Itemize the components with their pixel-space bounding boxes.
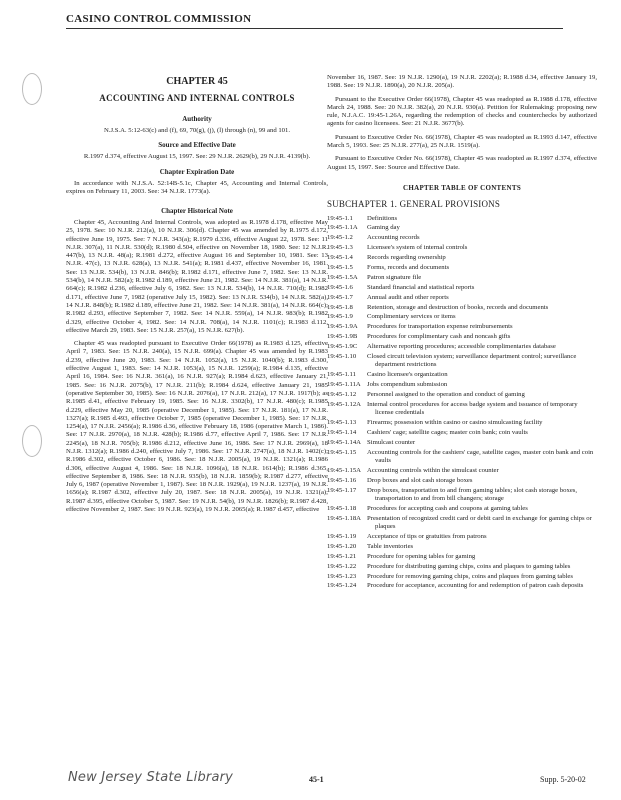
toc-section-title: Accounting controls within the simulcast counter xyxy=(367,466,499,474)
toc-section-title: Procedure for distributing gaming chips, coins and plaques to gaming tables xyxy=(367,562,571,570)
toc-entry xyxy=(327,391,597,399)
toc-section-title: Licensee's system of internal controls xyxy=(367,244,468,252)
toc-section-number: 19:45-1.5 xyxy=(327,264,353,272)
toc-entry xyxy=(327,215,597,223)
toc-section-number: 19:45-1.14 xyxy=(327,428,357,436)
toc-section-number: 19:45-1.18 xyxy=(327,504,357,512)
binder-hole-bottom xyxy=(22,425,42,457)
toc-section-number: 19:45-1.9B xyxy=(327,333,358,341)
toc-entry xyxy=(327,224,597,232)
toc-entry xyxy=(327,505,597,513)
toc-section-title: Forms, records and documents xyxy=(367,264,450,272)
expiration-heading: Chapter Expiration Date xyxy=(159,167,235,176)
history-paragraph-2: Chapter 45 was readopted pursuant to Executive Order 66(1978) as R.1983 d.125, effective April 7, 1983. See: 15 N.J.R. 240(a), 15 N.J.R. 699(a). Chapter 45 was amended by R.1983 d.239, effective June 20, 1983. See: 14 N.J.R. 1052(a), 15 N.J.R. 1040(b); R.1983 d.300, effective August 1, 1983. See: 14 N.J.R. 1053(a), 15 N.J.R. 1259(a); R.1984 d.135, effective April 16, 1984. See: 16 N.J.R. 361(a), 16 N.J.R. 927(a); R.1984 d.623, effective January 21, 1985. See: 16 N.J.R. 2075(b), 17 N.J.R. 211(b); R.1984 d.624, effective January 21, 1985 (operative September 30, 1985). See: 16 N.J.R. 2076(a), 17 N.J.R. 212(a), 17 N.J.R. 1917(b); as R.1985 d.41, effective February 19, 1985. See: 16 N.J.R. 3302(b), 17 N.J.R. 480(c); R.1985 d.229, effective May 20, 1985 (operative December 1, 1985). See: 17 N.J.R. 181(a), 17 N.J.R. 1327(a); R.1985 d.493, effective October 7, 1985 (operative December 1, 1985). See: 17 N.J.R. 1254(a), 17 N.J.R. 2456(a); R.1986 d.36, effective February 18, 1986 (operative March 1, 1986). See: 17 N.J.R. 2970(a), 18 N.J.R. 428(b); R.1986 d.77, effective April 7, 1986. See: 17 N.J.R. 2245(a), 18 N.J.R. 705(b); R.1986 d.212, effective June 16, 1986. See: 17 N.J.R. 2969(a), 18 N.J.R. 1312(a); R.1986 d.240, effective July 7, 1986. See: 17 N.J.R. 2747(a), 18 N.J.R. 1402(c); R.1986 d.302, effective October 6, 1986. See: 18 N.J.R. 2005(a), 19 N.J.R. 1321(a); R.1986 d.306, effective August 4, 1986. See: 18 N.J.R. 1096(a), 18 N.J.R. 1614(b); R.1986 d.365, effective September 8, 1986. See: 18 N.J.R. 935(b), 18 N.J.R. 1859(b); R.1987 d.277, effective July 6, 1987 (operative November 1, 1987). See: 18 N.J.R. 1929(a), 19 N.J.R. 1237(a), 19 N.J.R. 1656(a); R.1987 d.302, effective July 20, 1987. See: 18 N.J.R. 2005(a), 19 N.J.R. 1321(a); R.1987 d.395, effective October 5, 1987. See: 19 N.J.R. 54(b), 19 N.J.R. 1826(b); R.1987 d.428, effective November 2, 1987. See: 19 N.J.R. 923(a), 19 N.J.R. 2065(a); R.1987 d.457, effective xyxy=(66,340,328,514)
toc-list xyxy=(327,215,597,591)
toc-section-title: Accounting controls for the cashiers' cage, satellite cages, master coin bank and coin vaults xyxy=(367,448,594,465)
header-rule xyxy=(66,28,563,29)
toc-section-title: Procedures for complimentary cash and noncash gifts xyxy=(367,333,511,341)
toc-section-number: 19:45-1.8 xyxy=(327,303,353,311)
toc-entry xyxy=(327,573,597,581)
toc-section-number: 19:45-1.14A xyxy=(327,438,361,446)
toc-entry xyxy=(327,343,597,351)
library-stamp: New Jersey State Library xyxy=(68,770,234,785)
toc-section-number: 19:45-1.5A xyxy=(327,273,358,281)
toc-section-title: Standard financial and statistical reports xyxy=(367,283,475,291)
toc-section-number: 19:45-1.7 xyxy=(327,293,353,301)
toc-section-number: 19:45-1.12A xyxy=(327,400,361,408)
toc-section-number: 19:45-1.15A xyxy=(327,466,361,474)
page-number: 45-1 xyxy=(309,775,324,784)
toc-entry xyxy=(327,371,597,379)
toc-section-number: 19:45-1.16 xyxy=(327,476,357,484)
toc-section-title: Cashiers' cage; satellite cages; master coin bank; coin vaults xyxy=(367,428,528,436)
toc-section-number: 19:45-1.23 xyxy=(327,572,357,580)
toc-entry xyxy=(327,313,597,321)
toc-heading: CHAPTER TABLE OF CONTENTS xyxy=(402,183,522,192)
toc-section-number: 19:45-1.24 xyxy=(327,582,357,590)
toc-entry xyxy=(327,429,597,437)
toc-section-number: 19:45-1.20 xyxy=(327,542,357,550)
toc-section-title: Firearms; possession within casino or casino simulcasting facility xyxy=(367,419,543,427)
toc-section-title: Gaming day xyxy=(367,224,400,232)
toc-section-title: Procedures for transportation expense reimbursements xyxy=(367,323,513,331)
toc-section-title: Annual audit and other reports xyxy=(367,293,449,301)
toc-entry xyxy=(327,419,597,427)
toc-section-title: Drop boxes, transportation to and from gaming tables; slot cash storage boxes, transportation to and from bill changers; storage xyxy=(367,486,578,503)
toc-section-title: Alternative reporting procedures; accessible complimentaries database xyxy=(367,343,556,351)
toc-section-number: 19:45-1.10 xyxy=(327,353,357,361)
toc-entry xyxy=(327,533,597,541)
readoption-note-2: Pursuant to Executive Order No. 66(1978), Chapter 45 was readopted as R.1993 d.147, effective March 5, 1993. See: 25 N.J.R. 277(a), 25 N.J.R. 1519(a). xyxy=(327,133,597,150)
toc-entry xyxy=(327,323,597,331)
toc-section-title: Internal control procedures for access badge system and issuance of temporary license credentials xyxy=(367,400,578,417)
toc-section-number: 19:45-1.17 xyxy=(327,486,357,494)
supplement-date: Supp. 5-20-02 xyxy=(540,775,586,784)
toc-entry xyxy=(327,353,597,370)
toc-section-number: 19:45-1.1 xyxy=(327,214,353,222)
binder-hole-top xyxy=(22,73,42,105)
toc-section-title: Presentation of recognized credit card or debit card in exchange for gaming chips or plaques xyxy=(367,514,592,531)
toc-section-number: 19:45-1.22 xyxy=(327,562,357,570)
toc-entry xyxy=(327,515,597,532)
toc-entry xyxy=(327,439,597,447)
toc-section-number: 19:45-1.12 xyxy=(327,391,357,398)
toc-section-title: Procedure for removing gaming chips, coins and plaques from gaming tables xyxy=(367,572,573,580)
chapter-number: CHAPTER 45 xyxy=(166,76,228,87)
toc-entry xyxy=(327,294,597,302)
toc-section-title: Retention, storage and destruction of books, records and documents xyxy=(367,303,549,311)
toc-entry xyxy=(327,467,597,475)
toc-section-number: 19:45-1.11A xyxy=(327,381,361,389)
toc-section-title: Casino licensee's organization xyxy=(367,371,448,379)
toc-section-number: 19:45-1.4 xyxy=(327,254,353,262)
history-heading: Chapter Historical Note xyxy=(161,206,233,215)
toc-section-title: Jobs compendium submission xyxy=(367,381,448,389)
right-column xyxy=(327,74,597,592)
toc-section-number: 19:45-1.19 xyxy=(327,532,357,540)
expiration-text: In accordance with N.J.S.A. 52:14B-5.1c, Chapter 45, Accounting and Internal Controls, expires on February 11, 2003. See: 34 N.J.R. 1773(a). xyxy=(66,180,328,196)
toc-entry xyxy=(327,543,597,551)
toc-section-title: Acceptance of tips or gratuities from patrons xyxy=(367,532,487,540)
toc-section-title: Accounting records xyxy=(367,234,420,242)
toc-section-title: Patron signature file xyxy=(367,273,422,281)
toc-section-title: Records regarding ownership xyxy=(367,254,446,262)
readoption-note-1: Pursuant to the Executive Order 66(1978), Chapter 45 was readopted as R.1988 d.178, effective March 24, 1988. See: 20 N.J.R. 382(a), 20 N.J.R. 930(a). Petition for Rulemaking: proposing new rule, N.J.A.C. 19:45-1.26A, regarding the redemption of checks and counterchecks by authorized agents for casino licensees. See: 21 N.J.R. 3677(b). xyxy=(327,95,597,128)
toc-section-title: Personnel assigned to the operation and conduct of gaming xyxy=(367,391,525,398)
authority-text: N.J.S.A. 5:12-63(c) and (f), 69, 70(g), (j), (l) through (n), 99 and 101. xyxy=(103,126,291,134)
toc-section-number: 19:45-1.11 xyxy=(327,371,356,379)
toc-section-title: Procedure for acceptance, accounting for and redemption of patron cash deposits xyxy=(367,582,584,590)
toc-entry xyxy=(327,563,597,571)
toc-section-number: 19:45-1.9 xyxy=(327,313,353,321)
running-head: CASINO CONTROL COMMISSION xyxy=(66,13,252,25)
toc-section-number: 19:45-1.9A xyxy=(327,323,358,331)
toc-section-title: Procedure for opening tables for gaming xyxy=(367,552,476,560)
toc-section-title: Procedures for accepting cash and coupons at gaming tables xyxy=(367,504,528,512)
readoption-note-3: Pursuant to Executive Order No. 66(1978), Chapter 45 was readopted as R.1997 d.374, effective August 15, 1997. See: Source and Effective Date. xyxy=(327,155,597,171)
left-column xyxy=(66,78,328,519)
history-paragraph-1: Chapter 45, Accounting And Internal Controls, was adopted as R.1978 d.178, effective May 25, 1978. See: 10 N.J.R. 212(a), 10 N.J.R. 306(d). Chapter 45 was amended by R.1975 d.172, effective June 19, 1975. See: 7 N.J.R. 343(a); R.1979 d.336, effective August 22, 1978. See: 11 N.J.R. 307(a), 11 N.J.R. 530(d); R.1980 d.504, effective on November 18, 1980. See: 12 N.J.R. 447(b), 13 N.J.R. 48(a); R.1981 d.272, effective August 16 and September 10, 1981. See: 13 N.J.R. 47(c), 13 N.J.R. 628(a), 13 N.J.R. 541(a); R.1981 d.437, effective November 16, 1981. See: 13 N.J.R. 534(b), 13 N.J.R. 846(b); R.1982 d.171, effective June 7, 1982. See: 13 N.J.R. 534(b), 14 N.J.R. 582(a); R.1982 d.189, effective June 21, 1982. See: 14 N.J.R. 381(a), 14 N.J.R. 664(c); R.1982 d.236, effective July 6, 1982. See: 13 N.J.R. 534(b), 14 N.J.R. 710(d); R.1982 d.171, effective June 7, 1982 (operative July 15, 1982). See: 13 N.J.R. 534(b), 14 N.J.R. 582(a), 14 N.J.R. 848(b); R.1982 d.189, effective June 21, 1982. See: 14 N.J.R. 381(a), 14 N.J.R. 664(c); R.1982 d.293, effective September 7, 1982. See: 14 N.J.R. 559(a), 14 N.J.R. 983(b); R.1982 d.329, effective October 4, 1982. See: 14 N.J.R. 708(a), 14 N.J.R. 1101(c); R.1983 d.112, effective March 29, 1983. See: 15 N.J.R. 257(a), 15 N.J.R. 627(b). xyxy=(66,218,328,334)
toc-entry xyxy=(327,304,597,312)
toc-section-number: 19:45-1.2 xyxy=(327,234,353,242)
toc-section-number: 19:45-1.13 xyxy=(327,419,357,427)
toc-entry xyxy=(327,401,597,418)
toc-section-title: Table inventories xyxy=(367,542,414,550)
toc-entry xyxy=(327,487,597,504)
history-continued: November 16, 1987. See: 19 N.J.R. 1290(a), 19 N.J.R. 2202(a); R.1988 d.34, effective January 19, 1988. See: 19 N.J.R. 1890(a), 20 N.J.R. 205(a). xyxy=(327,74,597,90)
subchapter-heading: SUBCHAPTER 1. GENERAL PROVISIONS xyxy=(327,199,501,210)
toc-section-number: 19:45-1.3 xyxy=(327,244,353,252)
toc-section-number: 19:45-1.21 xyxy=(327,552,357,560)
toc-entry xyxy=(327,284,597,292)
toc-section-title: Simulcast counter xyxy=(367,438,416,446)
toc-section-title: Definitions xyxy=(367,214,398,222)
toc-section-number: 19:45-1.6 xyxy=(327,283,353,291)
chapter-title: ACCOUNTING AND INTERNAL CONTROLS xyxy=(99,93,295,104)
source-heading: Source and Effective Date xyxy=(158,141,236,150)
toc-entry xyxy=(327,254,597,262)
toc-section-number: 19:45-1.18A xyxy=(327,514,361,522)
toc-entry xyxy=(327,381,597,389)
toc-entry xyxy=(327,477,597,485)
toc-section-title: Drop boxes and slot cash storage boxes xyxy=(367,476,473,484)
toc-entry xyxy=(327,553,597,561)
toc-section-title: Closed circuit television system; surveillance department control; surveillance department restrictions xyxy=(367,353,577,369)
toc-section-number: 19:45-1.1A xyxy=(327,224,358,232)
authority-heading: Authority xyxy=(182,114,212,123)
toc-section-number: 19:45-1.15 xyxy=(327,448,357,456)
toc-section-title: Complimentary services or items xyxy=(367,313,456,321)
toc-entry xyxy=(327,274,597,282)
toc-entry xyxy=(327,234,597,242)
toc-entry xyxy=(327,244,597,252)
toc-entry xyxy=(327,449,597,466)
toc-entry xyxy=(327,333,597,341)
toc-section-number: 19:45-1.9C xyxy=(327,343,358,351)
toc-entry xyxy=(327,582,597,590)
source-text: R.1997 d.374, effective August 15, 1997. See: 29 N.J.R. 2629(b), 29 N.J.R. 4139(b). xyxy=(83,153,311,161)
toc-entry xyxy=(327,264,597,272)
